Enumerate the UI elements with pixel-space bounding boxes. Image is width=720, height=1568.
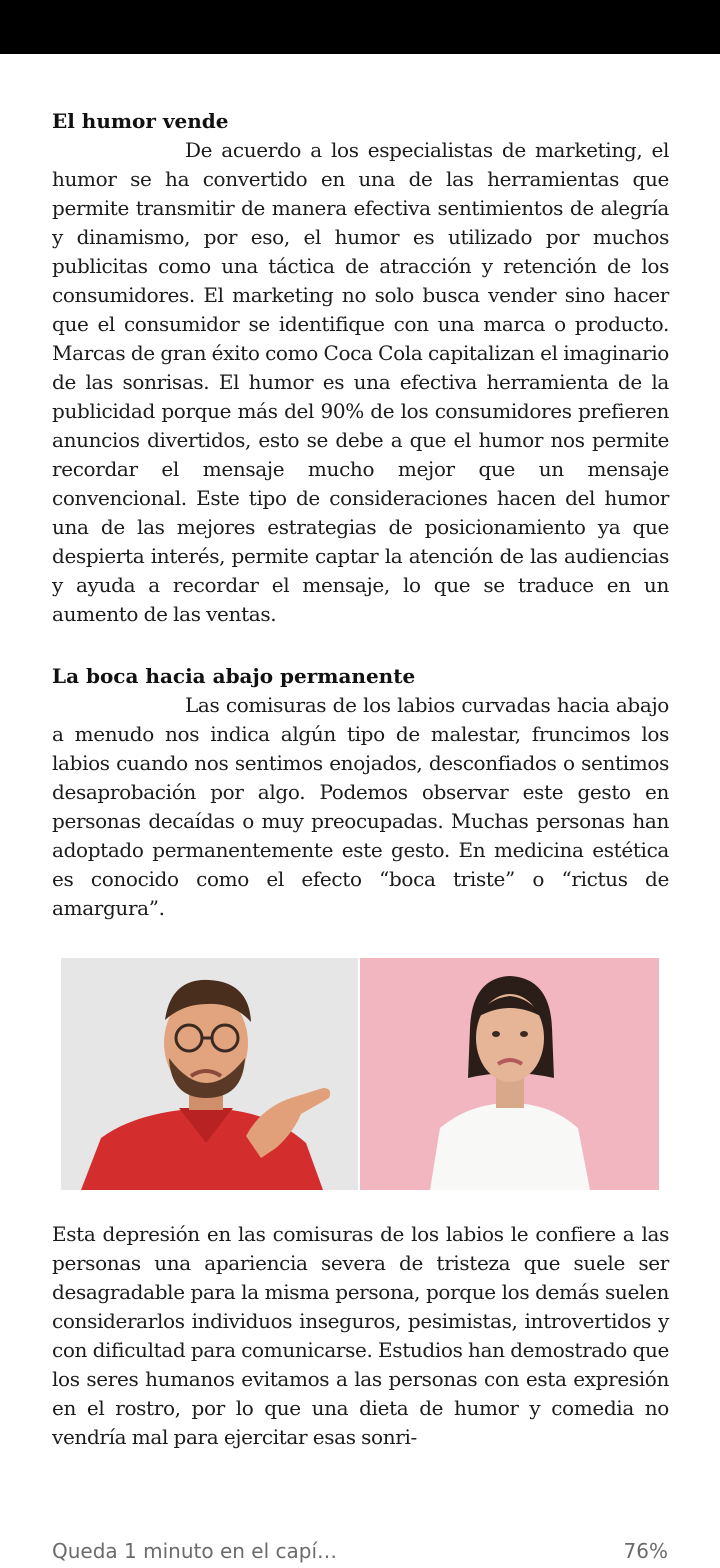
section-heading-humor: El humor vende xyxy=(52,109,229,133)
reading-progress[interactable]: 76% xyxy=(623,1539,668,1563)
reader-page[interactable] xyxy=(52,106,669,1452)
figure-sad-expressions[interactable] xyxy=(61,958,659,1190)
photo-woman-frowning xyxy=(360,958,659,1190)
section-heading-boca: La boca hacia abajo permanente xyxy=(52,664,416,688)
reader-footer[interactable] xyxy=(52,1534,668,1568)
status-bar xyxy=(0,0,720,54)
photo-man-frowning xyxy=(61,958,358,1190)
paragraph-after-figure: Esta depresión en las comisuras de los labios le confiere a las personas una apariencia severa de tristeza que suele ser desagradable para la misma persona, porque los demás suelen considerarlos individuos inseguros, pesimistas, introvertidos y con dificultad para comunicarse. Estudios han demostrado que los seres humanos evitamos a las personas con esta expresión en el rostro, por lo que una dieta de humor y comedia no vendría mal para ejercitar esas sonri- xyxy=(52,1222,669,1449)
section-paragraph-boca: Las comisuras de los labios curvadas hacia abajo a menudo nos indica algún tipo de malestar, fruncimos los labios cuando nos sentimos enojados, desconfiados o sentimos desaprobación por algo. Podemos observar este gesto en personas decaídas o muy preocupadas. Muchas personas han adoptado permanentemente este gesto. En medicina estética es conocido como el efecto “boca triste” o “rictus de amargura”. xyxy=(52,693,669,920)
chapter-time-left[interactable]: Queda 1 minuto en el capí… xyxy=(52,1539,337,1563)
section-paragraph-humor: De acuerdo a los especialistas de marketing, el humor se ha convertido en una de las herramientas que permite transmitir de manera efectiva sentimientos de alegría y dinamismo, por eso, el humor es utilizado por muchos publicitas como una táctica de atracción y retención de los consumidores. El marketing no solo busca vender sino hacer que el consumidor se identifique con una marca o producto. Marcas de gran éxito como Coca Cola capitalizan el imaginario de las sonrisas. El humor es una efectiva herramienta de la publicidad porque más del 90% de los consumidores prefieren anuncios divertidos, esto se debe a que el humor nos permite recordar el mensaje mucho mejor que un mensaje convencional. Este tipo de consideraciones hacen del humor una de las mejores estrategias de posicionamiento ya que despierta interés, permite captar la atención de las audiencias y ayuda a recordar el mensaje, lo que se traduce en un aumento de las ventas. xyxy=(52,138,669,626)
